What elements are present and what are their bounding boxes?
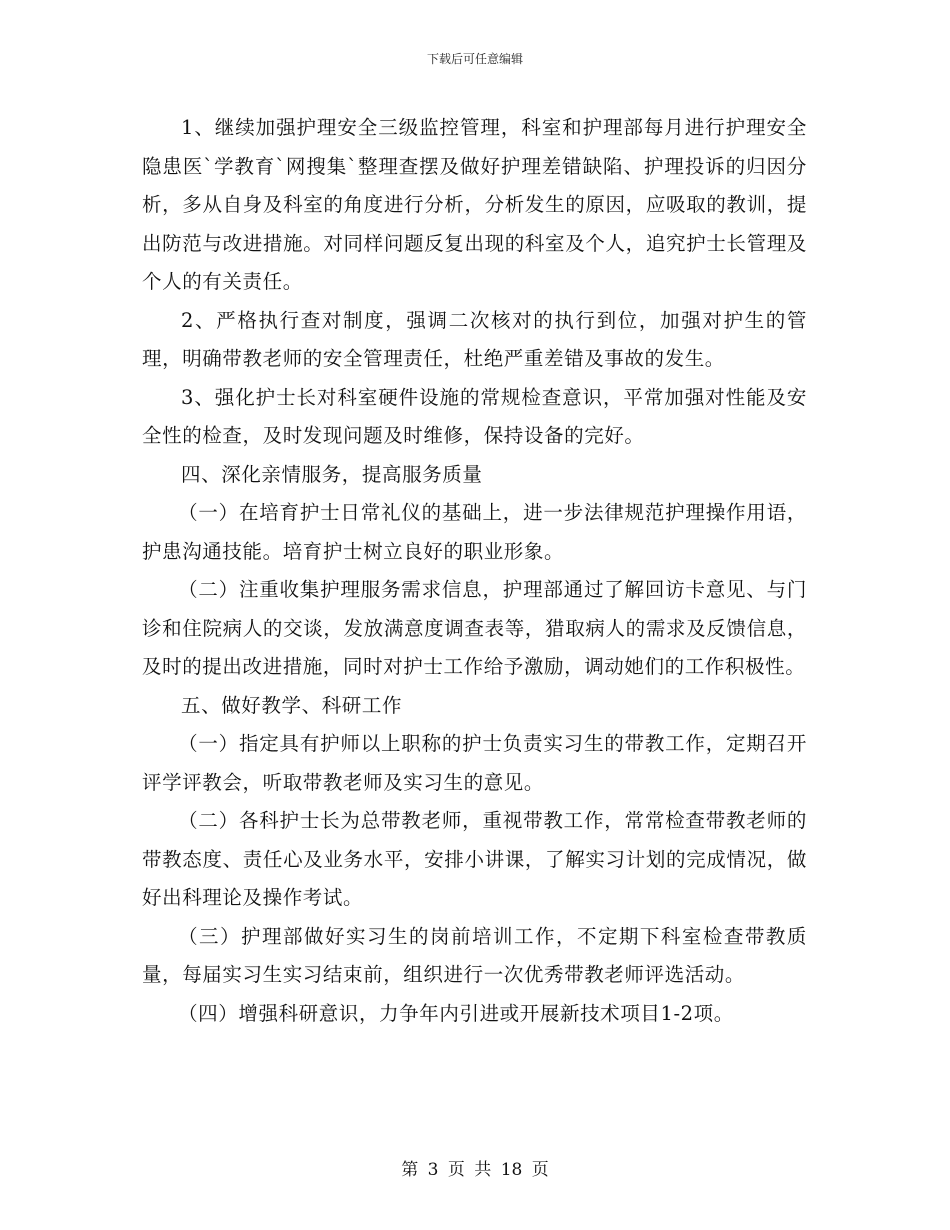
paragraph-5-2: （二）各科护士长为总带教老师，重视带教工作，常常检查带教老师的带教态度、责任心及业务水平，安排小讲课，了解实习计划的完成情况，做好出科理论及操作考试。 xyxy=(142,809,807,909)
document-body xyxy=(142,109,807,1033)
paragraph-3: 3、强化护士长对科室硬件设施的常规检查意识，平常加强对性能及安全性的检查，及时发现问题及时维修，保持设备的完好。 xyxy=(142,385,807,447)
paragraph-5-1: （一）指定具有护师以上职称的护士负责实习生的带教工作，定期召开评学评教会，听取带教老师及实习生的意见。 xyxy=(142,732,807,794)
paragraph-5-4: （四）增强科研意识，力争年内引进或开展新技术项目1-2项。 xyxy=(178,1001,734,1025)
paragraph-5-3: （三）护理部做好实习生的岗前培训工作，不定期下科室检查带教质量，每届实习生实习结束前，组织进行一次优秀带教老师评选活动。 xyxy=(142,924,807,986)
page-number: 第 3 页 共 18 页 xyxy=(401,1160,549,1180)
section-heading-4: 四、深化亲情服务，提高服务质量 xyxy=(181,462,483,486)
paragraph-4-1: （一）在培育护士日常礼仪的基础上，进一步法律规范护理操作用语，护患沟通技能。培育护士树立良好的职业形象。 xyxy=(142,501,807,563)
paragraph-1: 1、继续加强护理安全三级监控管理，科室和护理部每月进行护理安全隐患医`学教育`网搜集`整理查摆及做好护理差错缺陷、护理投诉的归因分析，多从自身及科室的角度进行分析，分析发生的原因，应吸取的教训，提出防范与改进措施。对同样问题反复出现的科室及个人，追究护士长管理及个人的有关责任。 xyxy=(142,116,807,293)
section-heading-5: 五、做好教学、科研工作 xyxy=(181,693,403,717)
page-header: 下载后可任意编辑 xyxy=(426,52,523,66)
paragraph-4-2: （二）注重收集护理服务需求信息，护理部通过了解回访卡意见、与门诊和住院病人的交谈，发放满意度调查表等，猎取病人的需求及反馈信息，及时的提出改进措施，同时对护士工作给予激励，调动她们的工作积极性。 xyxy=(142,578,807,678)
paragraph-2: 2、严格执行查对制度，强调二次核对的执行到位，加强对护生的管理，明确带教老师的安全管理责任，杜绝严重差错及事故的发生。 xyxy=(142,308,807,370)
